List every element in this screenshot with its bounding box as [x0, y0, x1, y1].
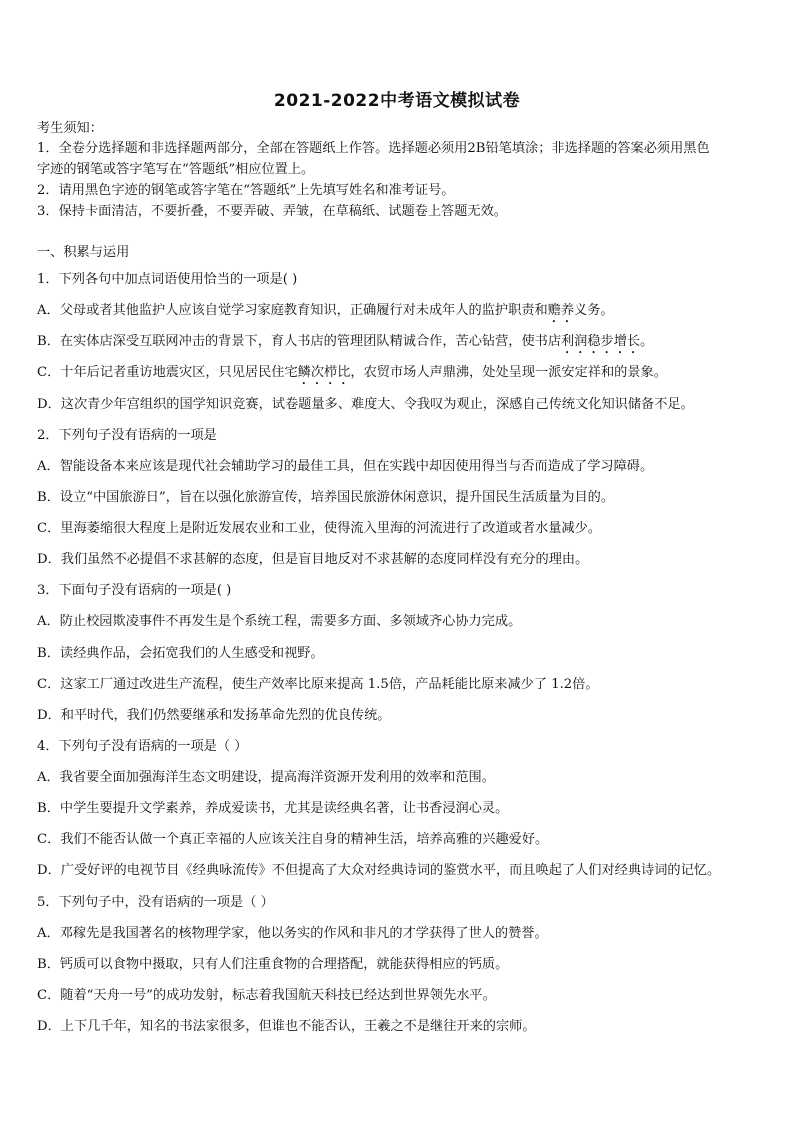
option-text: B．在实体店深受互联网冲击的背景下，育人书店的管理团队精诚合作，苦心钻营，使书店 [37, 334, 561, 349]
notice-item-1-line-1: 1．全卷分选择题和非选择题两部分，全部在答题纸上作答。选择题必须用2B铅笔填涂；非选择题的答案必须用黑色 [37, 141, 710, 156]
question-4-option-c: C．我们不能否认做一个真正幸福的人应该关注自身的精神生活，培养高雅的兴趣爱好。 [37, 832, 549, 847]
question-3-option-d: D．和平时代，我们仍然要继承和发扬革命先烈的优良传统。 [37, 708, 391, 723]
emphasized-phrase: 赡养 [547, 303, 575, 318]
question-3-option-c: C．这家工厂通过改进生产流程，使生产效率比原来提高 1.5倍，产品耗能比原来减少了 1.2倍。 [37, 677, 599, 692]
question-5-option-d: D．上下几千年，知名的书法家很多，但谁也不能否认，王羲之不是继往开来的宗师。 [37, 1019, 536, 1034]
option-text: A．父母或者其他监护人应该自觉学习家庭教育知识，正确履行对未成年人的监护职责和 [37, 303, 548, 318]
option-text: 义务。 [574, 303, 614, 318]
question-2-option-b: B．设立“中国旅游日”，旨在以强化旅游宣传，培养国民旅游休闲意识，提升国民生活质量为目的。 [37, 490, 615, 505]
section-heading: 一、积累与运用 [37, 245, 130, 260]
question-1-option-c [37, 363, 762, 388]
option-text: 。 [640, 334, 654, 349]
notice-item-2: 2．请用黑色字迹的钢笔或答字笔在“答题纸”上先填写姓名和准考证号。 [37, 183, 455, 198]
emphasized-phrase: 利润稳步增长 [561, 334, 641, 349]
question-3-stem: 3．下面句子没有语病的一项是( ) [37, 583, 232, 598]
option-text: ，农贸市场人声鼎沸，处处呈现一派安定祥和的景象。 [350, 365, 667, 380]
question-2-option-c: C．里海萎缩很大程度上是附近发展农业和工业，使得流入里海的河流进行了改道或者水量减少。 [37, 521, 601, 536]
question-5-option-b: B．钙质可以食物中摄取，只有人们注重食物的合理搭配，就能获得相应的钙质。 [37, 957, 509, 972]
question-5-option-c: C．随着“天舟一号”的成功发射，标志着我国航天科技已经达到世界领先水平。 [37, 988, 496, 1003]
question-3-option-a: A．防止校园欺凌事件不再发生是个系统工程，需要多方面、多领域齐心协力完成。 [37, 614, 522, 629]
notice-item-3: 3．保持卡面清洁，不要折叠，不要弄破、弄皱，在草稿纸、试题卷上答题无效。 [37, 204, 507, 219]
question-1-option-a [37, 301, 762, 326]
question-3-option-b: B．读经典作品，会拓宽我们的人生感受和视野。 [37, 646, 324, 661]
question-4-option-d: D．广受好评的电视节目《经典咏流传》不但提高了大众对经典诗词的鉴赏水平，而且唤起了人们对经典诗词的记忆。 [37, 863, 721, 878]
question-1-stem: 1．下列各句中加点词语使用恰当的一项是( ) [37, 272, 298, 287]
notice-item-1-line-2: 字迹的钢笔或答字笔写在“答题纸”相应位置上。 [37, 162, 315, 177]
question-4-option-b: B．中学生要提升文学素养，养成爱读书，尤其是读经典名著，让书香浸润心灵。 [37, 801, 509, 816]
option-text: D．这次青少年宫组织的国学知识竞赛，试卷题量多、难度大、令我叹为观止，深感自己传统文化知识储备不足。 [37, 397, 694, 412]
option-text: C．十年后记者重访地震灾区，只见居民住宅 [37, 365, 298, 380]
question-2-option-a: A．智能设备本来应该是现代社会辅助学习的最佳工具，但在实践中却因使用得当与否而造成了学习障碍。 [37, 459, 654, 474]
question-4-stem: 4．下列句子没有语病的一项是（ ） [37, 739, 248, 754]
question-4-option-a: A．我省要全面加强海洋生态文明建设，提高海洋资源开发利用的效率和范围。 [37, 770, 495, 785]
question-5-option-a: A．邓稼先是我国著名的核物理学家，他以务实的作风和非凡的才学获得了世人的赞誉。 [37, 926, 548, 941]
question-5-stem: 5．下列句子中，没有语病的一项是（ ） [37, 895, 274, 910]
emphasized-phrase: 鳞次栉比 [297, 365, 351, 380]
notice-heading: 考生须知： [37, 121, 103, 136]
question-2-stem: 2．下列句子没有语病的一项是 [37, 428, 217, 443]
question-1-option-d [37, 395, 762, 415]
question-2-option-d: D．我们虽然不必提倡不求甚解的态度，但是盲目地反对不求甚解的态度同样没有充分的理由。 [37, 552, 589, 567]
question-1-option-b [37, 332, 762, 357]
page-title: 2021-2022中考语文模拟试卷 [273, 91, 521, 111]
